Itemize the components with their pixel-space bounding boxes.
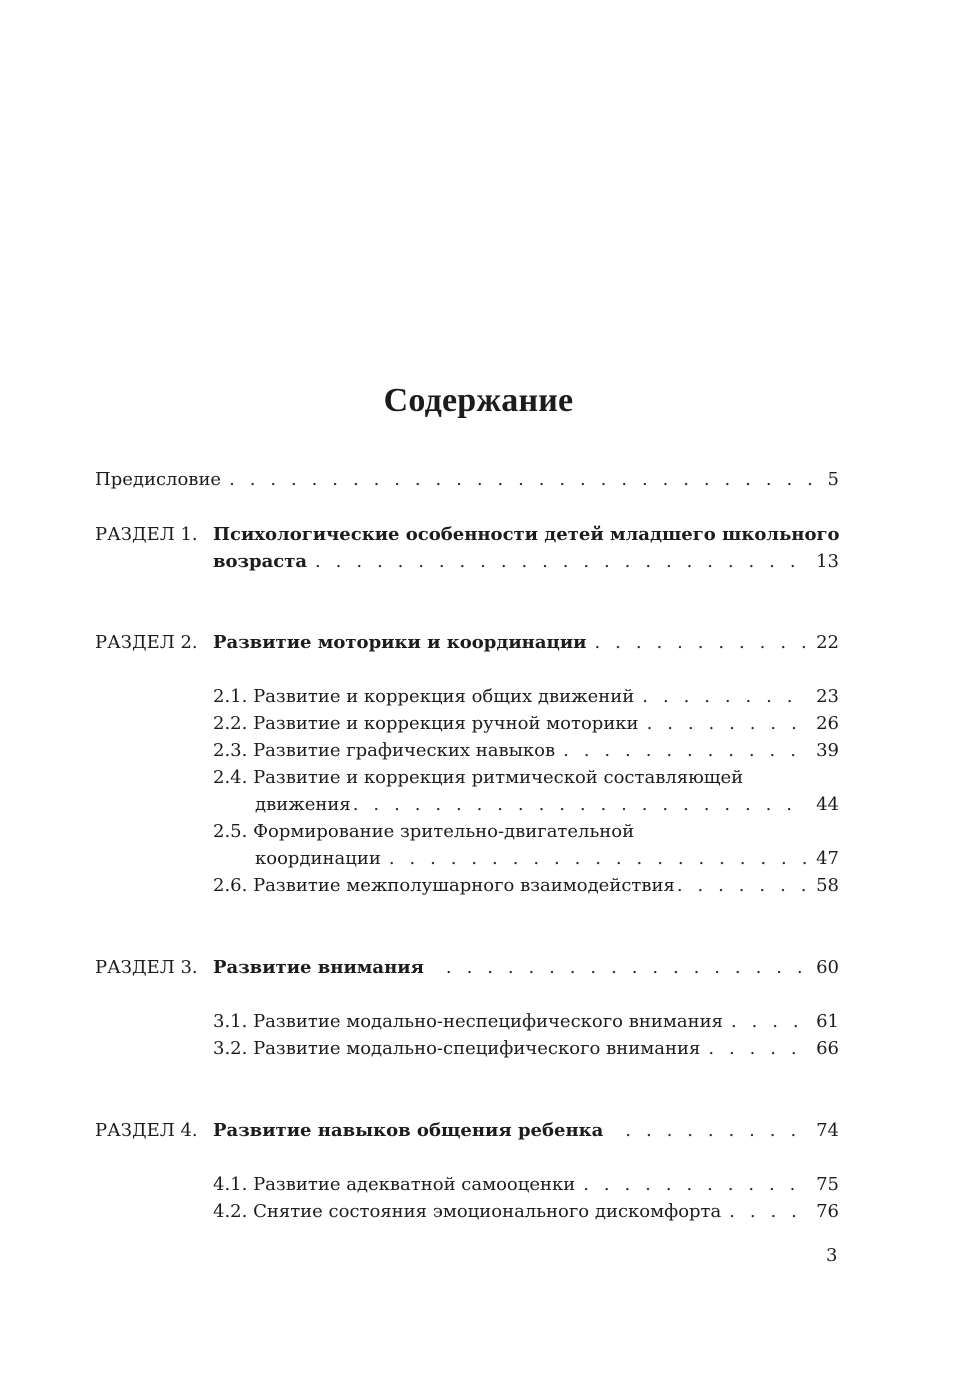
toc-item-2-1[interactable] — [95, 684, 839, 710]
toc-section-1-line1[interactable] — [95, 522, 839, 548]
toc-item-label: 4.1. Развитие адекватной самооценки — [213, 1174, 576, 1195]
leader-dots — [647, 711, 807, 737]
toc-page-number: 44 — [816, 794, 839, 815]
toc-item-label: 2.6. Развитие межполушарного взаимодействия — [213, 875, 675, 896]
toc-page-number: 26 — [816, 713, 839, 734]
toc-page-number: 58 — [816, 875, 839, 896]
leader-dots — [353, 792, 806, 818]
toc-item-4-2[interactable] — [95, 1199, 839, 1225]
toc-page-number: 39 — [816, 740, 839, 761]
leader-dots — [563, 738, 806, 764]
toc-page-number: 60 — [816, 957, 839, 978]
toc-item-2-6[interactable] — [95, 873, 839, 899]
toc-page-number: 75 — [816, 1174, 839, 1195]
toc-entry-label: Предисловие — [95, 469, 222, 490]
toc-item-3-1[interactable] — [95, 1009, 839, 1035]
leader-dots — [315, 549, 806, 575]
toc-item-label: 4.2. Снятие состояния эмоционального дискомфорта — [213, 1201, 722, 1222]
toc-item-label-cont: координации — [255, 848, 381, 869]
toc-page-number: 66 — [816, 1038, 839, 1059]
toc-entry-preface[interactable] — [95, 467, 839, 493]
toc-item-label: 2.1. Развитие и коррекция общих движений — [213, 686, 635, 707]
toc-item-2-2[interactable] — [95, 711, 839, 737]
toc-item-label-cont: движения — [255, 794, 351, 815]
section-prefix: РАЗДЕЛ 3. — [95, 957, 198, 978]
toc-page-number: 5 — [827, 469, 839, 490]
toc-item-label: 2.5. Формирование зрительно-двигательной — [213, 821, 635, 842]
leader-dots — [708, 1036, 806, 1062]
toc-page-number: 22 — [816, 632, 839, 653]
toc-item-3-2[interactable] — [95, 1036, 839, 1062]
toc-section-1-line2[interactable] — [95, 549, 839, 575]
page-number: 3 — [826, 1245, 838, 1266]
toc-item-2-5-line1[interactable] — [95, 819, 839, 845]
section-prefix: РАЗДЕЛ 4. — [95, 1120, 198, 1141]
section-title: Развитие внимания — [213, 957, 424, 978]
toc-item-label: 2.4. Развитие и коррекция ритмической составляющей — [213, 767, 744, 788]
toc-item-2-4-line2[interactable] — [95, 792, 839, 818]
toc-item-label: 2.3. Развитие графических навыков — [213, 740, 556, 761]
toc-page-number: 76 — [816, 1201, 839, 1222]
section-title-cont: возраста — [213, 551, 308, 572]
section-title: Развитие моторики и координации — [213, 632, 587, 653]
toc-item-label: 2.2. Развитие и коррекция ручной моторики — [213, 713, 639, 734]
leader-dots — [595, 630, 807, 656]
toc-item-2-5-line2[interactable] — [95, 846, 839, 872]
toc-section-2[interactable] — [95, 630, 839, 656]
section-prefix: РАЗДЕЛ 1. — [95, 524, 198, 545]
toc-page-number: 74 — [816, 1120, 839, 1141]
toc-item-label: 3.2. Развитие модально-специфического внимания — [213, 1038, 701, 1059]
section-prefix: РАЗДЕЛ 2. — [95, 632, 198, 653]
toc-section-3[interactable] — [95, 955, 839, 981]
leader-dots — [446, 955, 806, 981]
section-title: Развитие навыков общения ребенка — [213, 1120, 604, 1141]
toc-item-2-4-line1[interactable] — [95, 765, 839, 791]
toc-item-label: 3.1. Развитие модально-неспецифического внимания — [213, 1011, 723, 1032]
toc-item-2-3[interactable] — [95, 738, 839, 764]
toc-page-number: 47 — [816, 848, 839, 869]
toc-page-number: 61 — [816, 1011, 839, 1032]
leader-dots — [729, 1199, 806, 1225]
toc-page-number: 13 — [816, 551, 839, 572]
leader-dots — [229, 467, 817, 493]
leader-dots — [677, 873, 806, 899]
section-title: Психологические особенности детей младшего школьного — [213, 524, 840, 545]
toc-section-4[interactable] — [95, 1118, 839, 1144]
toc-page-number: 23 — [816, 686, 839, 707]
leader-dots — [583, 1172, 806, 1198]
leader-dots — [731, 1009, 806, 1035]
leader-dots — [389, 846, 806, 872]
leader-dots — [625, 1118, 806, 1144]
page-title: Содержание — [383, 382, 574, 419]
leader-dots — [642, 684, 806, 710]
toc-item-4-1[interactable] — [95, 1172, 839, 1198]
